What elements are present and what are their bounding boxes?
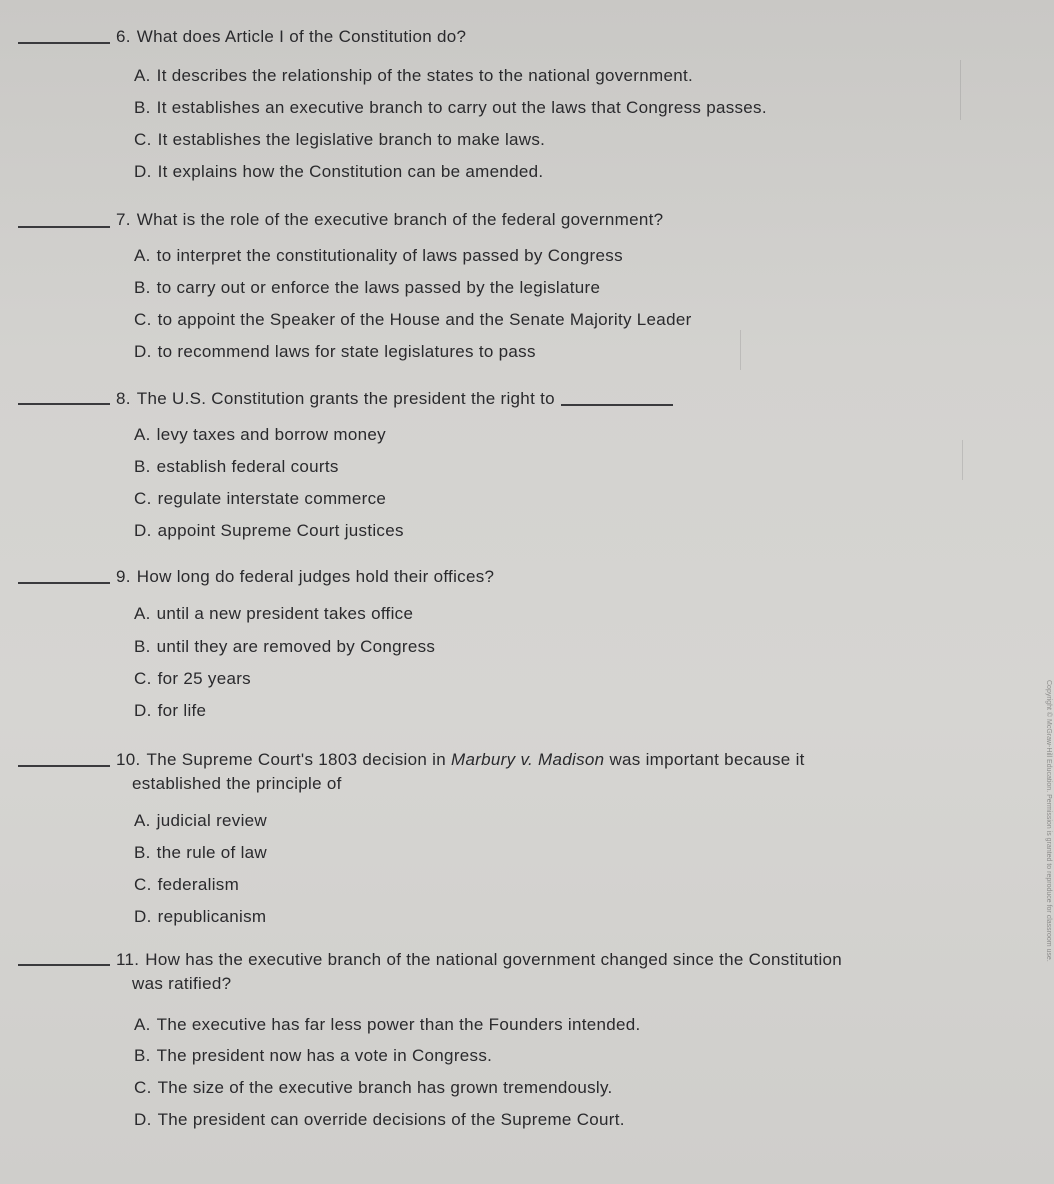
option-c: C. to appoint the Speaker of the House and the Senate Majority Leader: [134, 310, 692, 329]
question-text: 9. How long do federal judges hold their offices?: [116, 567, 495, 586]
answer-blank[interactable]: [18, 765, 110, 767]
answer-blank[interactable]: [18, 226, 110, 228]
option-a: A. until a new president takes office: [134, 604, 414, 623]
option-c: C. for 25 years: [134, 669, 251, 688]
question-text: 6. What does Article I of the Constitution do?: [116, 27, 467, 46]
answer-blank[interactable]: [18, 964, 110, 966]
answer-blank[interactable]: [18, 42, 110, 44]
option-b: B. It establishes an executive branch to carry out the laws that Congress passes.: [134, 98, 767, 117]
option-d: D. to recommend laws for state legislatures to pass: [134, 342, 536, 361]
option-c: C. federalism: [134, 875, 240, 894]
case-name: Marbury v. Madison: [451, 750, 605, 769]
fill-in-blank[interactable]: [561, 404, 673, 406]
question-text: 7. What is the role of the executive branch of the federal government?: [116, 210, 664, 229]
answer-blank[interactable]: [18, 403, 110, 405]
option-a: A. It describes the relationship of the states to the national government.: [134, 66, 694, 85]
option-b: B. until they are removed by Congress: [134, 637, 436, 656]
question-text: 10. The Supreme Court's 1803 decision in Marbury v. Madison was important because it: [116, 750, 805, 769]
option-d: D. for life: [134, 701, 207, 720]
option-a: A. to interpret the constitutionality of laws passed by Congress: [134, 246, 623, 265]
option-c: C. The size of the executive branch has grown tremendously.: [134, 1078, 613, 1097]
paper-crease: [962, 440, 963, 480]
question-number: 8.: [116, 389, 131, 408]
option-d: D. The president can override decisions of the Supreme Court.: [134, 1110, 625, 1129]
question-text-line-2: established the principle of: [132, 774, 342, 793]
option-c: C. It establishes the legislative branch to make laws.: [134, 130, 546, 149]
answer-blank[interactable]: [18, 582, 110, 584]
question-number: 11.: [116, 950, 140, 969]
question-text: 11. How has the executive branch of the national government changed since the Constitution: [116, 950, 843, 969]
question-number: 6.: [116, 27, 131, 46]
question-text-line-2: was ratified?: [132, 974, 232, 993]
copyright-note: Copyright © McGraw-Hill Education. Permission is granted to reproduce for classroom use.: [1045, 680, 1052, 962]
option-b: B. to carry out or enforce the laws passed by the legislature: [134, 278, 601, 297]
option-d: D. republicanism: [134, 907, 267, 926]
option-c: C. regulate interstate commerce: [134, 489, 387, 508]
question-number: 9.: [116, 567, 131, 586]
question-number: 10.: [116, 750, 141, 769]
option-a: A. judicial review: [134, 811, 267, 830]
option-b: B. The president now has a vote in Congress.: [134, 1046, 493, 1065]
question-text: 8. The U.S. Constitution grants the president the right to: [116, 389, 673, 409]
paper-crease: [740, 330, 741, 370]
option-a: A. The executive has far less power than the Founders intended.: [134, 1015, 641, 1034]
option-b: B. establish federal courts: [134, 457, 339, 476]
paper-crease: [960, 60, 961, 120]
option-b: B. the rule of law: [134, 843, 268, 862]
option-d: D. It explains how the Constitution can be amended.: [134, 162, 544, 181]
option-d: D. appoint Supreme Court justices: [134, 521, 404, 540]
option-a: A. levy taxes and borrow money: [134, 425, 386, 444]
question-number: 7.: [116, 210, 131, 229]
